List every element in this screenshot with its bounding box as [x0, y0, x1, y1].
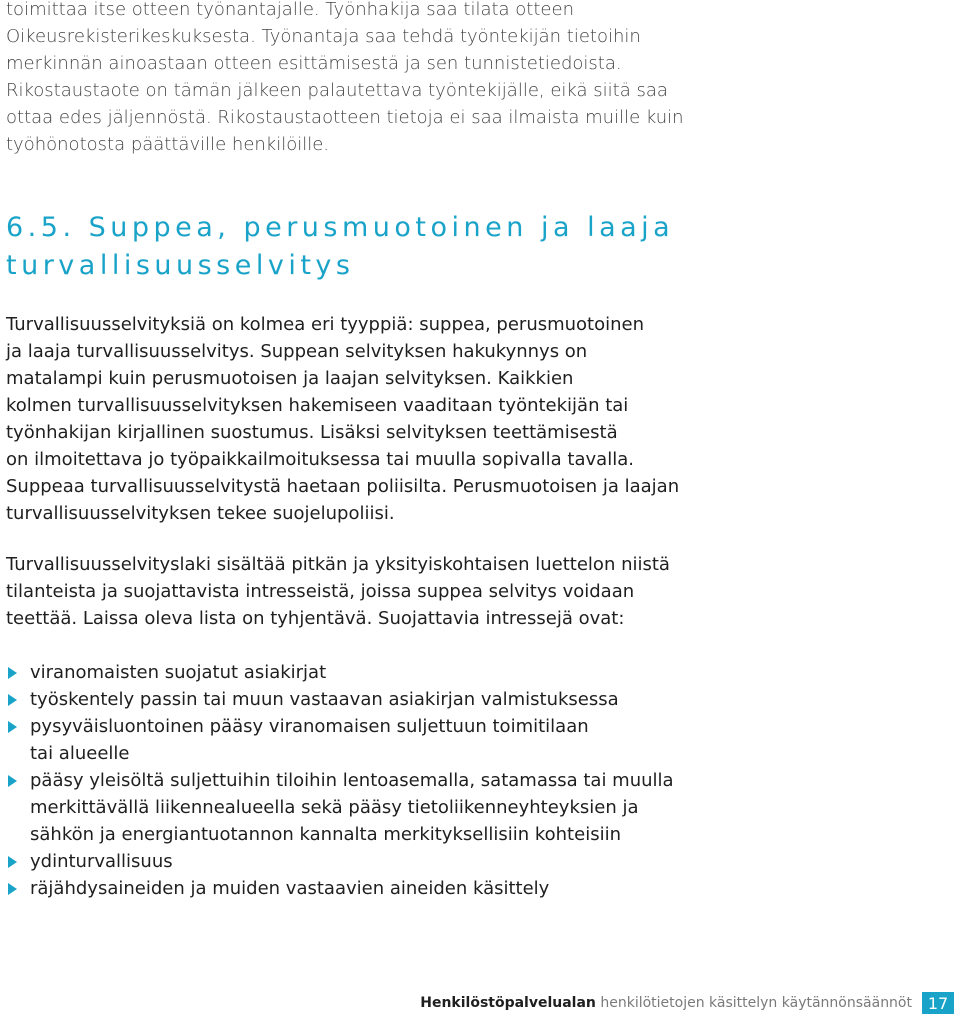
intro-line: ottaa edes jäljennöstä. Rikostaustaotteen tietoja ei saa ilmaista muille kuin	[6, 107, 684, 128]
section-heading	[6, 209, 946, 285]
body-paragraph-2	[6, 551, 946, 632]
list-item-line: pääsy yleisöltä suljettuihin tiloihin lentoasemalla, satamassa tai muulla	[30, 770, 674, 791]
intro-paragraph	[6, 0, 946, 158]
intro-line: työhönotosta päättäville henkilöille.	[6, 134, 330, 155]
paragraph-line: Turvallisuusselvityksiä on kolmea eri tyyppiä: suppea, perusmuotoinen	[6, 314, 645, 335]
triangle-bullet-icon	[8, 721, 17, 733]
page-footer	[420, 992, 954, 1014]
triangle-bullet-icon	[8, 775, 17, 787]
list-item-line: sähkön ja energiantuotannon kannalta merkityksellisiin kohteisiin	[30, 824, 621, 845]
list-item-line: viranomaisten suojatut asiakirjat	[30, 662, 327, 683]
list-item	[6, 659, 946, 686]
intro-line: Oikeusrekisterikeskuksesta. Työnantaja saa tehdä työntekijän tietoihin	[6, 26, 641, 47]
paragraph-line: Suppeaa turvallisuusselvitystä haetaan poliisilta. Perusmuotoisen ja laajan	[6, 476, 680, 497]
list-item-line: ydinturvallisuus	[30, 851, 173, 872]
paragraph-line: tilanteista ja suojattavista intresseistä, joissa suppea selvitys voidaan	[6, 581, 635, 602]
triangle-bullet-icon	[8, 667, 17, 679]
list-item-line: merkittävällä liikennealueella sekä pääsy tietoliikenneyhteyksien ja	[30, 797, 639, 818]
paragraph-line: kolmen turvallisuusselvityksen hakemiseen vaaditaan työntekijän tai	[6, 395, 629, 416]
list-item-line: tai alueelle	[30, 743, 130, 764]
intro-line: toimittaa itse otteen työnantajalle. Työnhakija saa tilata otteen	[6, 0, 574, 20]
interests-list	[6, 659, 946, 902]
list-item	[6, 767, 946, 848]
page-number: 17	[922, 992, 954, 1014]
section-heading-line: 6.5. Suppea, perusmuotoinen ja laaja	[6, 212, 675, 243]
list-item	[6, 686, 946, 713]
body-paragraph-1	[6, 311, 946, 527]
list-item-line: räjähdysaineiden ja muiden vastaavien aineiden käsittely	[30, 878, 550, 899]
footer-title	[420, 995, 912, 1011]
intro-line: Rikostaustaote on tämän jälkeen palautettava työntekijälle, eikä siitä saa	[6, 80, 668, 101]
paragraph-line: Turvallisuusselvityslaki sisältää pitkän ja yksityiskohtaisen luettelon niistä	[6, 554, 670, 575]
paragraph-line: ja laaja turvallisuusselvitys. Suppean selvityksen hakukynnys on	[6, 341, 588, 362]
intro-line: merkinnän ainoastaan otteen esittämisestä ja sen tunnistetiedoista.	[6, 53, 622, 74]
paragraph-line: työnhakijan kirjallinen suostumus. Lisäksi selvityksen teettämisestä	[6, 422, 618, 443]
triangle-bullet-icon	[8, 856, 17, 868]
list-item	[6, 848, 946, 875]
list-item-line: työskentely passin tai muun vastaavan asiakirjan valmistuksessa	[30, 689, 619, 710]
paragraph-line: matalampi kuin perusmuotoisen ja laajan selvityksen. Kaikkien	[6, 368, 574, 389]
triangle-bullet-icon	[8, 883, 17, 895]
list-item	[6, 875, 946, 902]
paragraph-line: turvallisuusselvityksen tekee suojelupoliisi.	[6, 503, 395, 524]
section-heading-line: turvallisuusselvitys	[6, 250, 355, 281]
list-item-line: pysyväisluontoinen pääsy viranomaisen suljettuun toimitilaan	[30, 716, 589, 737]
paragraph-line: on ilmoitettava jo työpaikkailmoituksessa tai muulla sopivalla tavalla.	[6, 449, 634, 470]
triangle-bullet-icon	[8, 694, 17, 706]
paragraph-line: teettää. Laissa oleva lista on tyhjentävä. Suojattavia intressejä ovat:	[6, 608, 625, 629]
list-item	[6, 713, 946, 767]
footer-publisher: Henkilöstöpalvelualan	[420, 995, 596, 1011]
footer-subtitle: henkilötietojen käsittelyn käytännönsäännöt	[600, 995, 912, 1011]
